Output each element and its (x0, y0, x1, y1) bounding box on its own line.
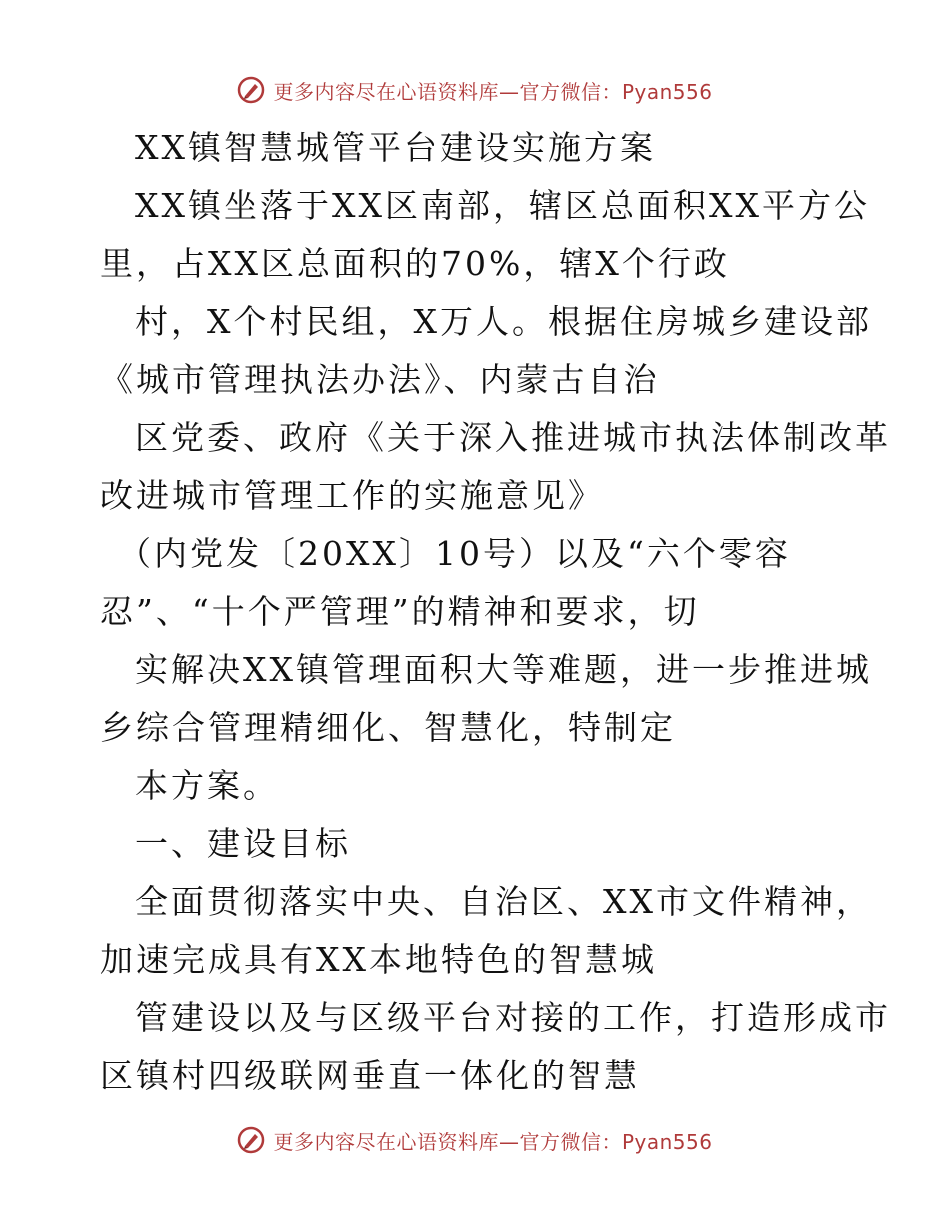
paragraph-line: 全面贯彻落实中央、自治区、XX市文件精神， (135, 882, 872, 921)
paragraph-line: 《城市管理执法办法》、内蒙古自治 (100, 360, 660, 399)
paragraph-line: 管建设以及与区级平台对接的工作，打造形成市 (135, 998, 891, 1037)
footer-banner-text: 更多内容尽在心语资料库—官方微信：Pyan556 (273, 1129, 713, 1154)
paragraph-line: （内党发〔20XX〕10号）以及“六个零容 (118, 534, 791, 573)
pen-circle-icon (237, 1126, 265, 1154)
paragraph-line: 区镇村四级联网垂直一体化的智慧 (100, 1056, 640, 1095)
pen-circle-icon (237, 76, 265, 104)
paragraph-line: 改进城市管理工作的实施意见》 (100, 476, 604, 515)
paragraph-line: 加速完成具有XX本地特色的智慧城 (100, 940, 657, 979)
section-heading: 一、建设目标 (135, 824, 351, 863)
header-banner-text: 更多内容尽在心语资料库—官方微信：Pyan556 (273, 79, 713, 104)
paragraph-line: 实解决XX镇管理面积大等难题，进一步推进城 (135, 650, 872, 689)
paragraph-line: XX镇坐落于XX区南部，辖区总面积XX平方公 (135, 186, 870, 225)
paragraph-line: 乡综合管理精细化、智慧化，特制定 (100, 708, 676, 747)
paragraph-line: 里，占XX区总面积的70%，辖X个行政 (100, 244, 730, 283)
header-banner (0, 70, 950, 110)
paragraph-line: 本方案。 (135, 766, 279, 805)
paragraph-line: 村，X个村民组，X万人。根据住房城乡建设部 (135, 302, 872, 341)
paragraph-line: 区党委、政府《关于深入推进城市执法体制改革 (135, 418, 891, 457)
footer-banner (0, 1120, 950, 1160)
paragraph-line: 忍”、“十个严管理”的精神和要求，切 (100, 592, 700, 631)
document-title: XX镇智慧城管平台建设实施方案 (135, 128, 656, 167)
